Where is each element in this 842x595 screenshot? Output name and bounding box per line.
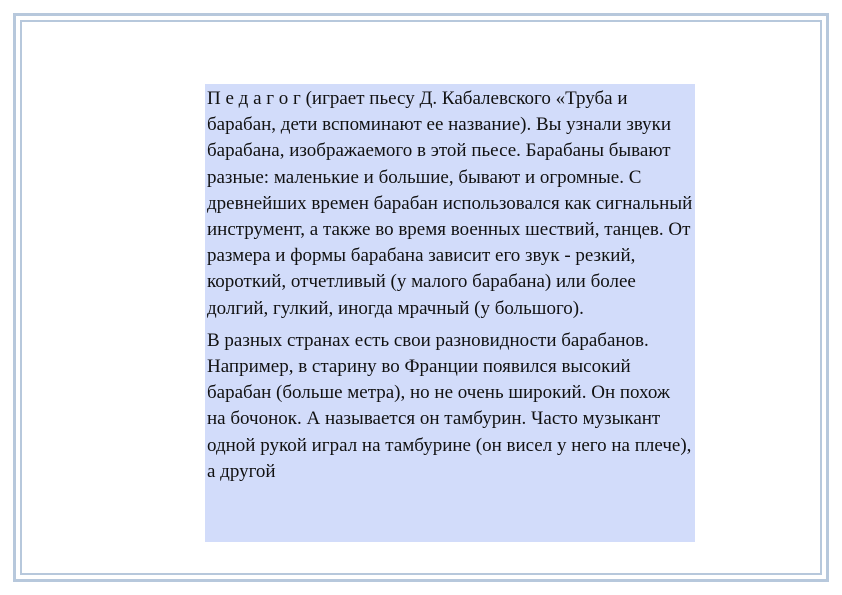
paragraph-teacher-intro: П е д а г о г (играет пьесу Д. Кабалевского «Труба и барабан, дети вспоминают ее название). Вы узнали звуки барабана, изображаемого в этой пьесе. Барабаны бывают разные: маленькие и большие, бывают и огромные. С древнейших времен барабан использовался как сигнальный инструмент, а также во время военных шествий, танцев. От размера и формы барабана зависит его звук - резкий, короткий, отчетливый (у малого барабана) или более долгий, гулкий, иногда мрачный (у большого). [207, 88, 693, 319]
text-box [205, 84, 695, 542]
paragraph-drum-varieties: В разных странах есть свои разновидности барабанов. Например, в старину во Франции появился высокий барабан (больше метра), но не очень широкий. Он похож на бочонок. А называется он тамбурин. Часто музыкант одной рукой играл на тамбурине (он висел у него на плече), а другой [207, 329, 692, 482]
